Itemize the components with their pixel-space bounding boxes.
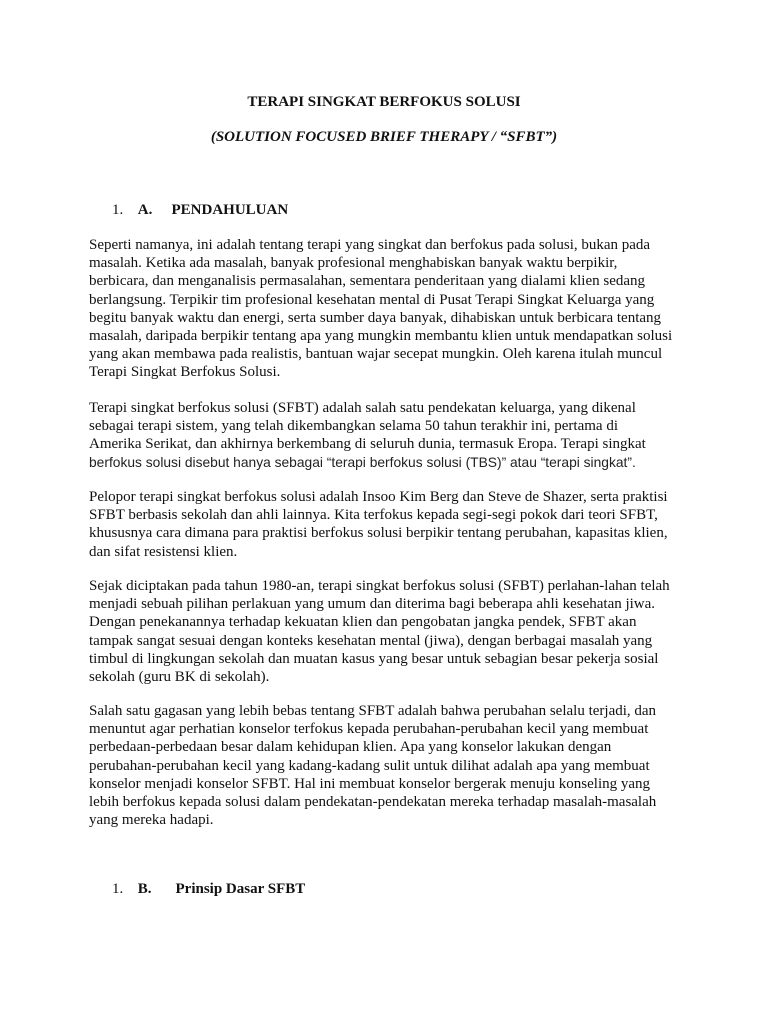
paragraph-line: berlangsung. Terpikir tim profesional kesehatan mental di Pusat Terapi Singkat Keluarga yang [89,291,655,308]
paragraph-line: masalah. Ketika ada masalah, banyak profesional menghabiskan banyak waktu berpikir, [89,255,618,272]
paragraph-line: tampak sangat sesuai dengan konteks kesehatan mental (jiwa), dengan berbagai masalah yang [89,632,653,649]
paragraph-line: timbul di lingkungan sekolah dan muatan kasus yang besar untuk sebagian besar pekerja sosial [89,650,659,667]
paragraph-line: Dengan penekanannya terhadap kekuatan klien dan pengobatan jangka pendek, SFBT akan [89,614,637,631]
paragraph-line: lebih berfokus kepada solusi dalam pendekatan-pendekatan mereka terhadap masalah-masalah [89,794,657,811]
paragraph-line: Amerika Serikat, dan akhirnya berkembang di seluruh dunia, termasuk Eropa. Terapi singkat [89,436,646,453]
paragraph-line: konselor menjadi konselor SFBT. Hal ini membuat konselor bergerak menuju konseling yang [89,775,651,792]
paragraph-line: Terapi Singkat Berfokus Solusi. [89,364,281,381]
paragraph-line: sebagai terapi sistem, yang telah dikembangkan selama 50 tahun terakhir ini, pertama di [89,418,618,435]
paragraph-line: perubahan-perubahan kecil yang kadang-kadang sulit untuk dilihat adalah apa yang membuat [89,757,650,774]
paragraph-line: menuntut agar perhatian konselor terfokus kepada perubahan-perubahan kecil yang membuat [89,721,649,738]
paragraph [89,702,679,829]
paragraph-line: begitu banyak waktu dan energi, serta sumber daya banyak, dihabiskan untuk berbicara tentang [89,309,662,326]
paragraph-line: SFBT berbasis sekolah dan ahli lainnya. Kita terfokus kepada segi-segi pokok dari teori SFBT, [89,507,658,524]
paragraph-line: masalah, daripada berpikir tentang apa yang mungkin membantu klien untuk mendapatkan solusi [89,328,673,345]
paragraph-line: yang mereka hadapi. [89,812,214,829]
paragraph [89,577,679,686]
paragraph-line: dan sifat resistensi klien. [89,543,238,560]
paragraph-line: yang akan membawa pada realistis, bantuan wajar secepat mungkin. Oleh karena itulah muncul [89,346,663,363]
section-number: 1. [112,202,124,218]
paragraph-line: sekolah (guru BK di sekolah). [89,669,270,686]
section-letter: A. [137,202,153,218]
section-title: Prinsip Dasar SFBT [175,881,306,897]
paragraph-line: berbicara, dan menganalisis permasalahan, sementara penderitaan yang dialami klien sedang [89,273,646,290]
document-title: TERAPI SINGKAT BERFOKUS SOLUSI [247,94,521,110]
section-number: 1. [112,881,124,897]
paragraph-line: Salah satu gagasan yang lebih bebas tentang SFBT adalah bahwa perubahan selalu terjadi, dan [89,703,657,719]
section-heading-a [112,202,288,219]
paragraph-line: berfokus solusi disebut hanya sebagai “terapi berfokus solusi (TBS)” atau “terapi singkat”. [89,454,636,470]
paragraph-line: khususnya cara dimana para praktisi berfokus solusi berpikir tentang perubahan, kapasitas klien, [89,525,668,542]
paragraph-line: menjadi sebuah pilihan perlakuan yang umum dan diterima bagi beberapa ahli kesehatan jiwa. [89,596,656,613]
paragraph-line: perbedaan-perbedaan besar dalam kehidupan klien. Apa yang konselor lakukan dengan [89,739,612,756]
paragraph-line: Pelopor terapi singkat berfokus solusi adalah Insoo Kim Berg dan Steve de Shazer, serta praktisi [89,489,668,505]
section-title: PENDAHULUAN [171,202,289,218]
document-subtitle: (SOLUTION FOCUSED BRIEF THERAPY / “SFBT”) [210,129,558,145]
paragraph-line: Seperti namanya, ini adalah tentang terapi yang singkat dan berfokus pada solusi, bukan pada [89,237,651,253]
paragraph [89,399,679,472]
section-letter: B. [137,881,152,897]
section-heading-b [112,881,305,898]
paragraph [89,488,679,561]
paragraph [89,236,679,382]
paragraph-line: Sejak diciptakan pada tahun 1980-an, terapi singkat berfokus solusi (SFBT) perlahan-lahan telah [89,578,670,594]
paragraph-line: Terapi singkat berfokus solusi (SFBT) adalah salah satu pendekatan keluarga, yang dikenal [89,400,636,416]
